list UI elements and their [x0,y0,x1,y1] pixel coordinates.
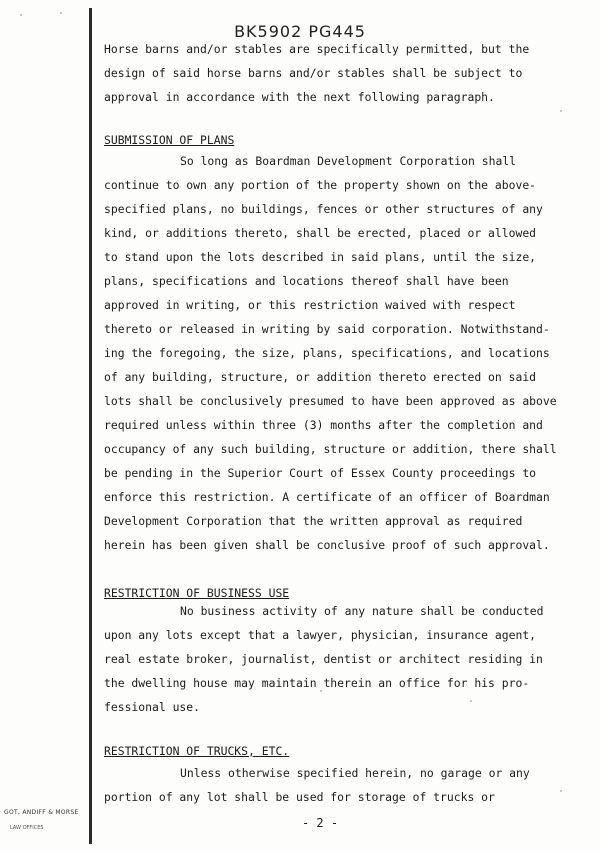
text-line: kind, or additions thereto, shall be erected, placed or allowed [104,226,537,240]
text-line: lots shall be conclusively presumed to have been approved as above [104,394,557,408]
plans-paragraph [104,149,588,557]
text-line: continue to own any portion of the property shown on the above- [104,178,537,192]
scan-speck [60,12,62,14]
text-line: specified plans, no buildings, fences or other structures of any [104,202,543,216]
text-line: No business activity of any nature shall be conducted [180,604,544,618]
text-line: upon any lots except that a lawyer, physician, insurance agent, [104,628,537,642]
text-line: approved in writing, or this restriction waived with respect [104,298,516,312]
text-line: of any building, structure, or addition thereto erected on said [104,370,537,384]
law-firm-label: GOT, ANDIFF & MORSE [4,809,79,816]
page-number: - 2 - [301,816,339,830]
scan-speck [20,14,22,16]
scan-speck [320,690,322,692]
intro-paragraph [104,37,588,109]
text-line: to stand upon the lots described in said plans, until the size, [104,250,537,264]
text-line: ing the foregoing, the size, plans, specifications, and locations [104,346,550,360]
scan-speck [560,110,562,112]
heading-submission-of-plans: SUBMISSION OF PLANS [104,133,235,147]
text-line: Horse barns and/or stables are specifically permitted, but the [104,42,530,56]
business-paragraph [104,599,588,719]
text-line: design of said horse barns and/or stables shall be subject to [104,66,523,80]
text-line: herein has been given shall be conclusive proof of such approval. [104,538,550,552]
scan-speck [560,790,562,792]
text-line: Unless otherwise specified herein, no garage or any [180,766,530,780]
text-line: occupancy of any such building, structure or addition, there shall [104,442,557,456]
text-line: thereto or released in writing by said corporation. Notwithstand- [104,322,550,336]
text-line: enforce this restriction. A certificate of an officer of Boardman [104,490,550,504]
text-line: be pending in the Superior Court of Essex County proceedings to [104,466,537,480]
text-line: Development Corporation that the written approval as required [104,514,523,528]
trucks-paragraph [104,761,588,809]
text-line: plans, specifications and locations thereof shall have been [104,274,509,288]
heading-restriction-of-trucks: RESTRICTION OF TRUCKS, ETC. [104,744,290,758]
heading-restriction-of-business-use: RESTRICTION OF BUSINESS USE [104,586,290,600]
scan-speck [470,700,472,702]
text-line: required unless within three (3) months after the completion and [104,418,543,432]
text-line: So long as Boardman Development Corporation shall [180,154,517,168]
book-page-stamp: BK5902 PG445 [234,22,366,41]
text-line: portion of any lot shall be used for storage of trucks or [104,790,495,804]
text-line: fessional use. [104,700,201,714]
text-line: the dwelling house may maintain therein an office for his pro- [104,676,530,690]
text-line: real estate broker, journalist, dentist or architect residing in [104,652,543,666]
margin-rule [89,8,92,844]
text-line: approval in accordance with the next following paragraph. [104,90,495,104]
law-firm-sublabel: LAW OFFICES [10,825,44,831]
